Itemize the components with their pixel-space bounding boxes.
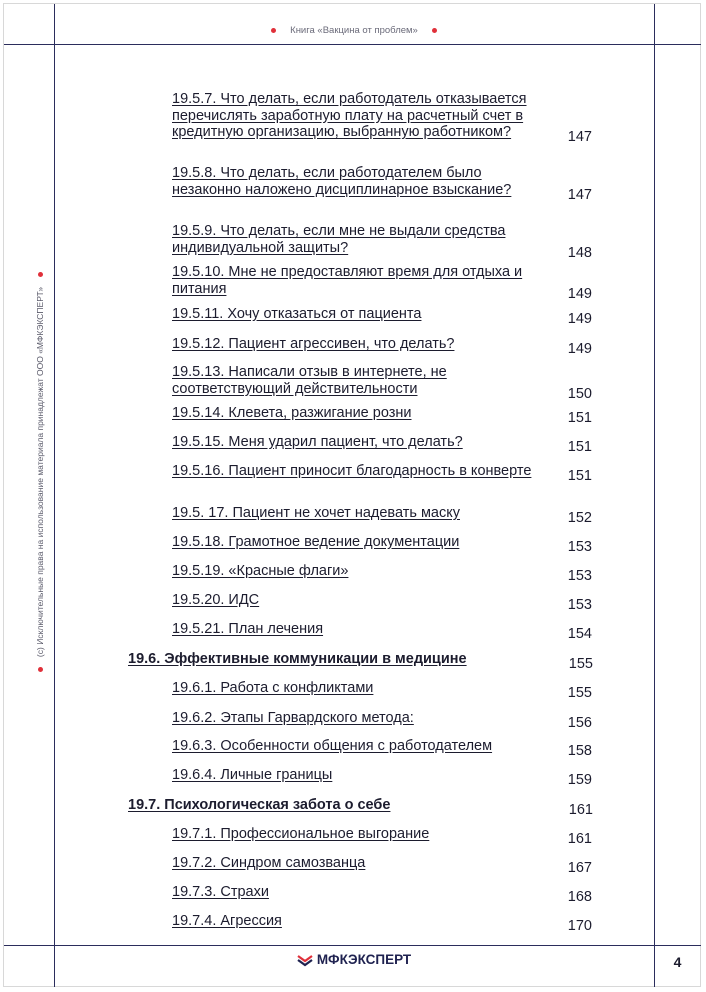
toc-entry-page: 153: [567, 568, 592, 584]
toc-entry[interactable]: [172, 306, 592, 327]
toc-entry-label[interactable]: 19.7.3. Страхи: [172, 884, 269, 900]
toc-entry[interactable]: [172, 505, 592, 526]
toc-entry[interactable]: [172, 913, 592, 934]
toc-entry[interactable]: [172, 884, 592, 905]
toc-entry-page: 161: [567, 831, 592, 847]
toc-section-entry[interactable]: [128, 651, 593, 672]
toc-entry-label[interactable]: 19.6.4. Личные границы: [172, 767, 333, 783]
toc-entry-label[interactable]: 19.5.7. Что делать, если работодатель отказывается перечислять заработную плату на расчетный счет в кредитную организацию, выбранную работником?: [172, 91, 527, 140]
toc-entry[interactable]: [172, 534, 592, 555]
toc-entry[interactable]: [172, 264, 592, 302]
toc-entry[interactable]: [172, 563, 592, 584]
footer-logo: [54, 952, 654, 972]
toc-entry-label[interactable]: 19.5.10. Мне не предоставляют время для отдыха и питания: [172, 264, 523, 297]
toc-entry-label[interactable]: 19.5.20. ИДС: [172, 592, 260, 608]
toc-entry[interactable]: [172, 710, 592, 731]
toc-entry-page: 153: [567, 597, 592, 613]
page-number: 4: [673, 954, 682, 970]
toc-entry-label[interactable]: 19.5.18. Грамотное ведение документации: [172, 534, 460, 550]
book-title: Книга «Вакцина от проблем»: [290, 25, 418, 36]
toc-entry-label[interactable]: 19.6.2. Этапы Гарвардского метода:: [172, 710, 414, 726]
toc-entry[interactable]: [172, 680, 592, 701]
toc-entry-page: 158: [567, 743, 592, 759]
toc-entry-label[interactable]: 19.7.4. Агрессия: [172, 913, 282, 929]
toc-entry-label[interactable]: 19.5. 17. Пациент не хочет надевать маску: [172, 505, 460, 521]
toc-entry-label[interactable]: 19.5.11. Хочу отказаться от пациента: [172, 306, 422, 322]
toc-entry[interactable]: [172, 855, 592, 876]
toc-entry-page: 148: [567, 244, 592, 261]
toc-entry-page: 149: [567, 311, 592, 327]
toc-entry-page: 151: [567, 410, 592, 426]
toc-entry-label[interactable]: 19.6.3. Особенности общения с работодателем: [172, 738, 493, 754]
toc-entry-label[interactable]: 19.7.1. Профессиональное выгорание: [172, 826, 430, 842]
toc-entry-page: 168: [567, 889, 592, 905]
toc-entry-page: 147: [567, 186, 592, 203]
toc-entry-page: 149: [567, 285, 592, 302]
toc-entry[interactable]: [172, 165, 592, 203]
toc-entry[interactable]: [172, 767, 592, 788]
toc-entry-label[interactable]: 19.5.16. Пациент приносит благодарность в конверте: [172, 463, 532, 479]
toc-entry[interactable]: [172, 592, 592, 613]
toc-entry-page: 151: [567, 468, 592, 484]
toc-entry-label[interactable]: 19.5.14. Клевета, разжигание розни: [172, 405, 412, 421]
toc-entry[interactable]: [172, 463, 592, 484]
toc-entry-page: 161: [568, 802, 593, 818]
toc-entry-page: 170: [567, 918, 592, 934]
brand-mark-icon: [297, 953, 313, 967]
toc-entry-page: 147: [567, 129, 592, 145]
toc-section-label[interactable]: 19.7. Психологическая забота о себе: [128, 797, 391, 813]
toc-entry[interactable]: [172, 364, 592, 402]
toc-entry[interactable]: [172, 826, 592, 847]
toc-entry-page: 156: [567, 715, 592, 731]
copyright-text: (c) Исключительные права на использование материала принадлежат ООО «МФКЭКСПЕРТ»: [35, 286, 45, 658]
toc-section-entry[interactable]: [128, 797, 593, 818]
toc-entry-page: 155: [568, 656, 593, 672]
toc-entry-page: 154: [567, 626, 592, 642]
toc-entry-label[interactable]: 19.7.2. Синдром самозванца: [172, 855, 366, 871]
toc-entry-label[interactable]: 19.5.19. «Красные флаги»: [172, 563, 349, 579]
toc-section-label[interactable]: 19.6. Эффективные коммуникации в медицине: [128, 651, 467, 667]
toc-entry-page: 149: [567, 341, 592, 357]
toc-entry[interactable]: [172, 621, 592, 642]
toc-entry-label[interactable]: 19.5.12. Пациент агрессивен, что делать?: [172, 336, 455, 352]
toc-entry[interactable]: [172, 336, 592, 357]
toc-entry[interactable]: [172, 434, 592, 455]
toc-entry-page: 151: [567, 439, 592, 455]
toc-entry[interactable]: [172, 91, 592, 145]
toc-entry-page: 155: [567, 685, 592, 701]
toc-entry-page: 159: [567, 772, 592, 788]
toc-entry-label[interactable]: 19.5.21. План лечения: [172, 621, 324, 637]
toc-entry-page: 150: [567, 385, 592, 402]
brand-logo-text: МФКЭКСПЕРТ: [316, 952, 412, 967]
brand-logo: [297, 952, 411, 967]
toc-entry[interactable]: [172, 405, 592, 426]
toc-entry-label[interactable]: 19.5.8. Что делать, если работодателем было незаконно наложено дисциплинарное взыскание?: [172, 165, 512, 198]
toc-entry[interactable]: [172, 223, 592, 261]
toc-entry[interactable]: [172, 738, 592, 759]
toc-entry-page: 153: [567, 539, 592, 555]
toc-entry-page: 167: [567, 860, 592, 876]
toc-entry-label[interactable]: 19.5.9. Что делать, если мне не выдали средства индивидуальной защиты?: [172, 223, 506, 256]
toc-entry-label[interactable]: 19.6.1. Работа с конфликтами: [172, 680, 374, 696]
toc-entry-label[interactable]: 19.5.15. Меня ударил пациент, что делать?: [172, 434, 463, 450]
toc-entry-label[interactable]: 19.5.13. Написали отзыв в интернете, не соответствующий действительности: [172, 364, 447, 397]
toc-entry-page: 152: [567, 510, 592, 526]
